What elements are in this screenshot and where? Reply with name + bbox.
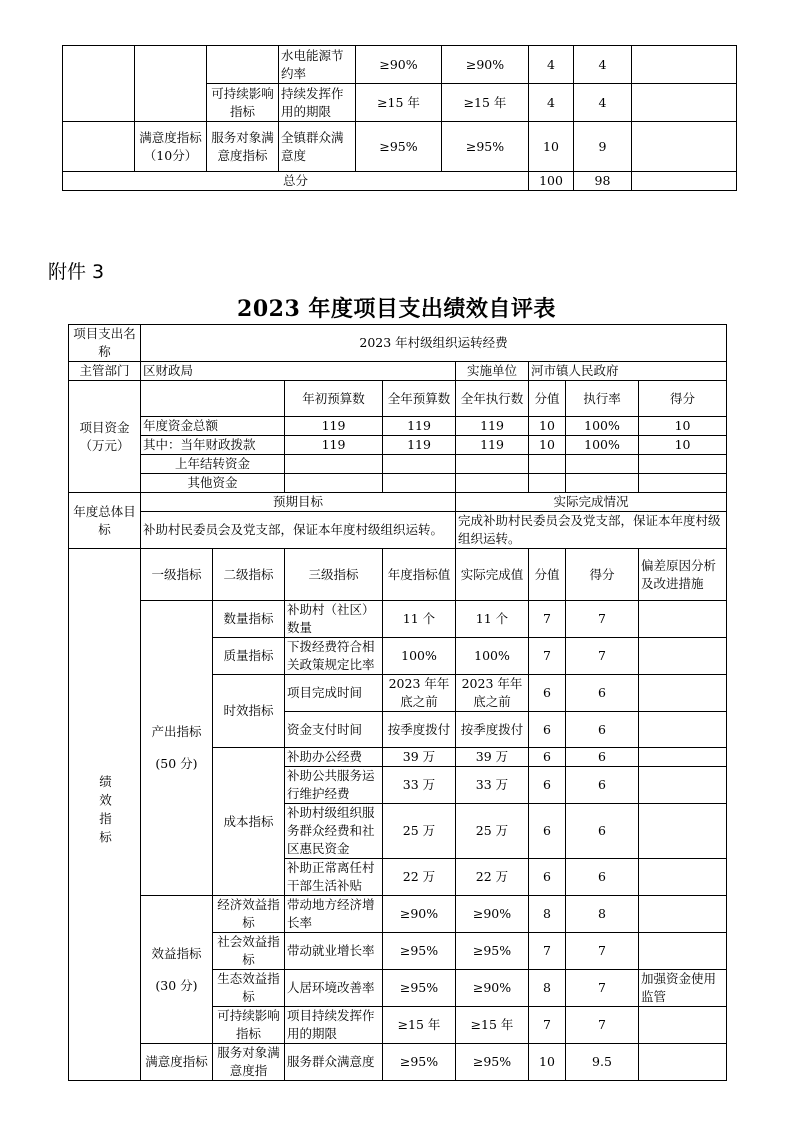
col-header: 执行率 [566,381,639,417]
l3-cell: 带动地方经济增长率 [285,896,383,933]
actual-cell: 25 万 [456,804,529,859]
actual-cell: ≥90% [456,970,529,1007]
name-label: 项目支出名称 [69,325,141,362]
expected-label: 预期目标 [141,493,456,512]
score-cell: 10 [529,122,574,172]
note-cell [639,712,727,748]
col-header: 年度指标值 [383,549,456,601]
col-header: 一级指标 [141,549,213,601]
l3-cell: 持续发挥作用的期限 [279,84,356,122]
note-cell [632,46,737,84]
output-label-text: 产出指标 [151,724,202,739]
l3-cell: 服务群众满意度 [285,1044,383,1081]
actual-cell: 按季度拨付 [456,712,529,748]
actual-cell: ≥95% [456,1044,529,1081]
note-cell [639,859,727,896]
l3-cell: 全镇群众满意度 [279,122,356,172]
got-cell: 7 [566,970,639,1007]
cell [529,455,566,474]
note-cell [639,804,727,859]
col-header: 得分 [639,381,727,417]
actual-cell: 100% [456,638,529,675]
self-evaluation-table [68,324,727,1081]
actual-text: 完成补助村民委员会及党支部，保证本年度村级组织运转。 [456,512,727,549]
continued-table [62,45,737,191]
total-score: 100 [529,172,574,191]
col-header: 实际完成值 [456,549,529,601]
note-cell [632,172,737,191]
expected-text: 补助村民委员会及党支部，保证本年度村级组织运转。 [141,512,456,549]
got-cell: 9.5 [566,1044,639,1081]
note-cell [639,675,727,712]
actual-cell: ≥15 年 [442,84,529,122]
l3-cell: 项目持续发挥作用的期限 [285,1007,383,1044]
col-header: 分值 [529,381,566,417]
cell [141,381,285,417]
cell [566,474,639,493]
got-cell: 6 [566,748,639,767]
l3-cell: 补助村（社区）数量 [285,601,383,638]
l3-cell: 下拨经费符合相关政策规定比率 [285,638,383,675]
got-cell: 6 [566,804,639,859]
fund-value: 119 [456,417,529,436]
got-cell: 7 [566,1007,639,1044]
target-cell: ≥95% [383,1044,456,1081]
target-cell: 按季度拨付 [383,712,456,748]
note-cell [639,1007,727,1044]
output-label [141,601,213,896]
l3-cell: 补助公共服务运行维护经费 [285,767,383,804]
fund-value: 119 [383,417,456,436]
col-header: 分值 [529,549,566,601]
l3-cell: 带动就业增长率 [285,933,383,970]
cell [639,455,727,474]
fund-value: 10 [529,436,566,455]
note-cell: 加强资金使用监管 [639,970,727,1007]
score-cell: 7 [529,1007,566,1044]
cell [383,474,456,493]
col-header: 偏差原因分析及改进措施 [639,549,727,601]
cell [456,455,529,474]
got-cell: 7 [566,933,639,970]
note-cell [639,748,727,767]
got-cell: 4 [574,46,632,84]
score-cell: 10 [529,1044,566,1081]
score-cell: 6 [529,767,566,804]
cell [285,455,383,474]
target-cell: 33 万 [383,767,456,804]
target-cell: ≥90% [356,46,442,84]
score-cell: 8 [529,896,566,933]
got-cell: 6 [566,767,639,804]
fund-value: 100% [566,417,639,436]
cell [529,474,566,493]
fund-value: 10 [529,417,566,436]
l2-cell: 时效指标 [213,675,285,748]
dept-value: 区财政局 [141,362,456,381]
l3-cell: 补助办公经费 [285,748,383,767]
got-cell: 6 [566,712,639,748]
target-cell: 39 万 [383,748,456,767]
target-cell: 25 万 [383,804,456,859]
l2-cell: 成本指标 [213,748,285,896]
l2-cell: 生态效益指标 [213,970,285,1007]
target-cell: ≥95% [383,970,456,1007]
note-cell [639,767,727,804]
actual-label: 实际完成情况 [456,493,727,512]
sat-label: 满意度指标 [141,1044,213,1081]
got-cell: 6 [566,859,639,896]
note-cell [639,601,727,638]
annex-label: 附件 3 [48,261,105,283]
l1-cell: 满意度指标（10分） [135,122,207,172]
l3-cell: 项目完成时间 [285,675,383,712]
dept-label: 主管部门 [69,362,141,381]
output-score: (50 分) [155,756,198,771]
benefit-label-text: 效益指标 [151,945,202,961]
score-cell: 7 [529,601,566,638]
actual-cell: ≥90% [442,46,529,84]
funds-label: 项目资金（万元） [69,381,141,493]
cell [639,474,727,493]
col-header: 全年执行数 [456,381,529,417]
actual-cell: ≥90% [456,896,529,933]
l3-cell: 补助村级组织服务群众经费和社区惠民资金 [285,804,383,859]
note-cell [639,896,727,933]
l3-cell: 水电能源节约率 [279,46,356,84]
cell [566,455,639,474]
target-cell: ≥15 年 [356,84,442,122]
cell [135,46,207,122]
fund-row-label: 年度资金总额 [141,417,285,436]
l3-cell: 资金支付时间 [285,712,383,748]
note-cell [632,84,737,122]
got-cell: 7 [566,601,639,638]
target-cell: 22 万 [383,859,456,896]
cell [63,122,135,172]
target-cell: 2023 年年底之前 [383,675,456,712]
got-cell: 9 [574,122,632,172]
page-title: 2023 年度项目支出绩效自评表 [237,296,556,322]
fund-value: 100% [566,436,639,455]
l2-cell: 可持续影响指标 [213,1007,285,1044]
name-value: 2023 年村级组织运转经费 [141,325,727,362]
l2-cell: 可持续影响指标 [207,84,279,122]
score-cell: 8 [529,970,566,1007]
target-cell: 100% [383,638,456,675]
fund-value: 10 [639,417,727,436]
actual-cell: ≥95% [456,933,529,970]
col-header: 得分 [566,549,639,601]
col-header: 全年预算数 [383,381,456,417]
score-cell: 6 [529,675,566,712]
l3-cell: 补助正常离任村干部生活补贴 [285,859,383,896]
l2-cell: 经济效益指标 [213,896,285,933]
target-cell: ≥95% [383,933,456,970]
fund-row-label: 其他资金 [141,474,285,493]
cell [63,46,135,122]
fund-value: 119 [285,436,383,455]
perf-label-text: 绩效指标 [97,775,113,849]
score-cell: 4 [529,46,574,84]
fund-row-label: 其中：当年财政拨款 [141,436,285,455]
impl-value: 河市镇人民政府 [529,362,727,381]
target-cell: ≥95% [356,122,442,172]
fund-row-label: 上年结转资金 [141,455,285,474]
fund-value: 119 [285,417,383,436]
cell [207,46,279,84]
got-cell: 6 [566,675,639,712]
score-cell: 7 [529,933,566,970]
note-cell [639,1044,727,1081]
score-cell: 6 [529,712,566,748]
benefit-label [141,896,213,1044]
cell [383,455,456,474]
goals-label: 年度总体目标 [69,493,141,549]
got-cell: 7 [566,638,639,675]
target-cell: 11 个 [383,601,456,638]
target-cell: ≥15 年 [383,1007,456,1044]
score-cell: 6 [529,748,566,767]
score-cell: 6 [529,804,566,859]
total-label: 总分 [63,172,529,191]
actual-cell: 39 万 [456,748,529,767]
l3-cell: 人居环境改善率 [285,970,383,1007]
total-got: 98 [574,172,632,191]
score-cell: 6 [529,859,566,896]
l2-cell: 服务对象满意度指标 [207,122,279,172]
actual-cell: 33 万 [456,767,529,804]
actual-cell: ≥15 年 [456,1007,529,1044]
actual-cell: 22 万 [456,859,529,896]
actual-cell: ≥95% [442,122,529,172]
actual-cell: 2023 年年底之前 [456,675,529,712]
col-header: 年初预算数 [285,381,383,417]
l2-cell: 质量指标 [213,638,285,675]
fund-value: 119 [456,436,529,455]
got-cell: 8 [566,896,639,933]
perf-label [69,549,141,1081]
l2-cell: 社会效益指标 [213,933,285,970]
note-cell [639,638,727,675]
l2-cell: 数量指标 [213,601,285,638]
cell [456,474,529,493]
fund-value: 10 [639,436,727,455]
benefit-score: (30 分) [155,977,198,993]
fund-value: 119 [383,436,456,455]
l2-cell: 服务对象满意度指 [213,1044,285,1081]
impl-label: 实施单位 [456,362,529,381]
col-header: 二级指标 [213,549,285,601]
actual-cell: 11 个 [456,601,529,638]
target-cell: ≥90% [383,896,456,933]
cell [285,474,383,493]
got-cell: 4 [574,84,632,122]
note-cell [639,933,727,970]
score-cell: 4 [529,84,574,122]
col-header: 三级指标 [285,549,383,601]
note-cell [632,122,737,172]
score-cell: 7 [529,638,566,675]
